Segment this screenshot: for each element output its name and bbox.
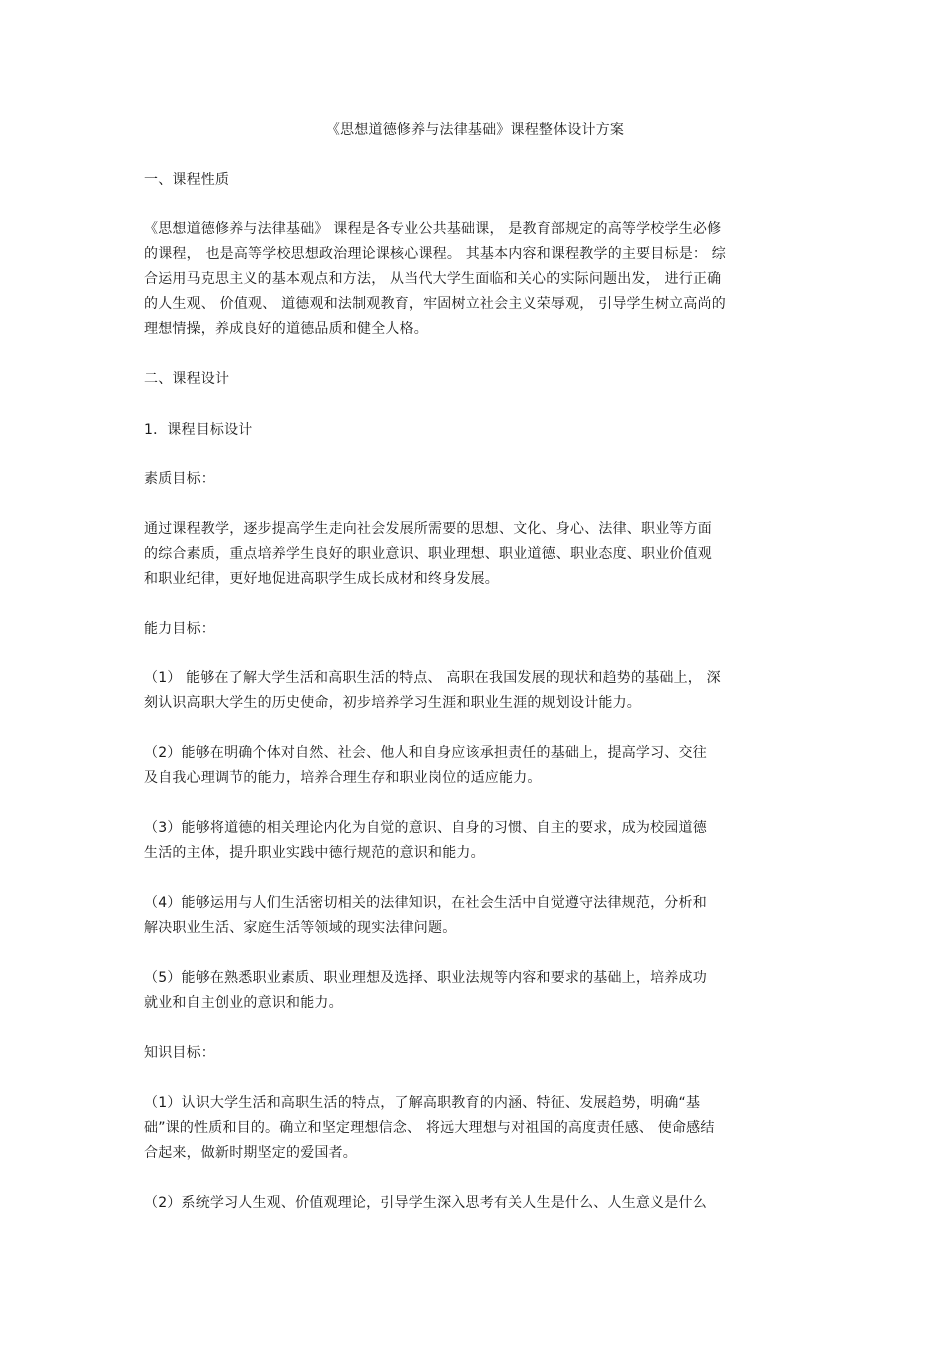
- knowledge-item-line: 合起来，做新时期坚定的爱国者。: [144, 1145, 357, 1161]
- section-heading-course-nature: 一、课程性质: [144, 172, 230, 188]
- paragraph-line: 合运用马克思主义的基本观点和方法， 从当代大学生面临和关心的实际问题出发， 进行正确: [144, 271, 722, 287]
- ability-item-line: 及自我心理调节的能力，培养合理生存和职业岗位的适应能力。: [144, 770, 542, 786]
- knowledge-item-line: （2）系统学习人生观、价值观理论，引导学生深入思考有关人生是什么、人生意义是什么: [144, 1195, 707, 1211]
- document-title: 《思想道德修养与法律基础》课程整体设计方案: [325, 122, 625, 138]
- ability-item-line: （5）能够在熟悉职业素质、职业理想及选择、职业法规等内容和要求的基础上，培养成功: [144, 970, 707, 986]
- section-heading-course-design: 二、课程设计: [144, 371, 230, 387]
- paragraph-line: 和职业纪律，更好地促进高职学生成长成材和终身发展。: [144, 571, 499, 587]
- knowledge-item-line: 础”课的性质和目的。确立和坚定理想信念、 将远大理想与对祖国的高度责任感、 使命感结: [144, 1120, 715, 1136]
- ability-item-line: 生活的主体，提升职业实践中德行规范的意识和能力。: [144, 845, 485, 861]
- paragraph-line: 理想情操，养成良好的道德品质和健全人格。: [144, 321, 428, 337]
- knowledge-item-line: （1）认识大学生活和高职生活的特点，了解高职教育的内涵、特征、发展趋势，明确“基: [144, 1095, 701, 1111]
- paragraph-line: 的人生观、 价值观、 道德观和法制观教育，牢固树立社会主义荣辱观， 引导学生树立高尚的: [144, 296, 726, 312]
- subsection-heading-goal-design: 1．课程目标设计: [144, 422, 253, 438]
- paragraph-line: 通过课程教学，逐步提高学生走向社会发展所需要的思想、文化、身心、法律、职业等方面: [144, 521, 712, 537]
- ability-item-line: 刻认识高职大学生的历史使命，初步培养学习生涯和职业生涯的规划设计能力。: [144, 695, 641, 711]
- ability-item-line: 解决职业生活、家庭生活等领域的现实法律问题。: [144, 920, 457, 936]
- paragraph-line: 的课程， 也是高等学校思想政治理论课核心课程。 其基本内容和课程教学的主要目标是： 综: [144, 246, 726, 262]
- ability-item-line: （4）能够运用与人们生活密切相关的法律知识，在社会生活中自觉遵守法律规范，分析和: [144, 895, 707, 911]
- ability-item-line: 就业和自主创业的意识和能力。: [144, 995, 343, 1011]
- ability-item-line: （2）能够在明确个体对自然、社会、他人和自身应该承担责任的基础上，提高学习、交往: [144, 745, 707, 761]
- ability-item-line: （3）能够将道德的相关理论内化为自觉的意识、自身的习惯、自主的要求，成为校园道德: [144, 820, 707, 836]
- heading-knowledge-goals: 知识目标：: [144, 1045, 215, 1061]
- heading-quality-goals: 素质目标：: [144, 471, 215, 487]
- heading-ability-goals: 能力目标：: [144, 621, 215, 637]
- paragraph-line: 《思想道德修养与法律基础》 课程是各专业公共基础课， 是教育部规定的高等学校学生必修: [144, 221, 722, 237]
- paragraph-line: 的综合素质，重点培养学生良好的职业意识、职业理想、职业道德、职业态度、职业价值观: [144, 546, 712, 562]
- ability-item-line: （1） 能够在了解大学生活和高职生活的特点、 高职在我国发展的现状和趋势的基础上， 深: [144, 670, 721, 686]
